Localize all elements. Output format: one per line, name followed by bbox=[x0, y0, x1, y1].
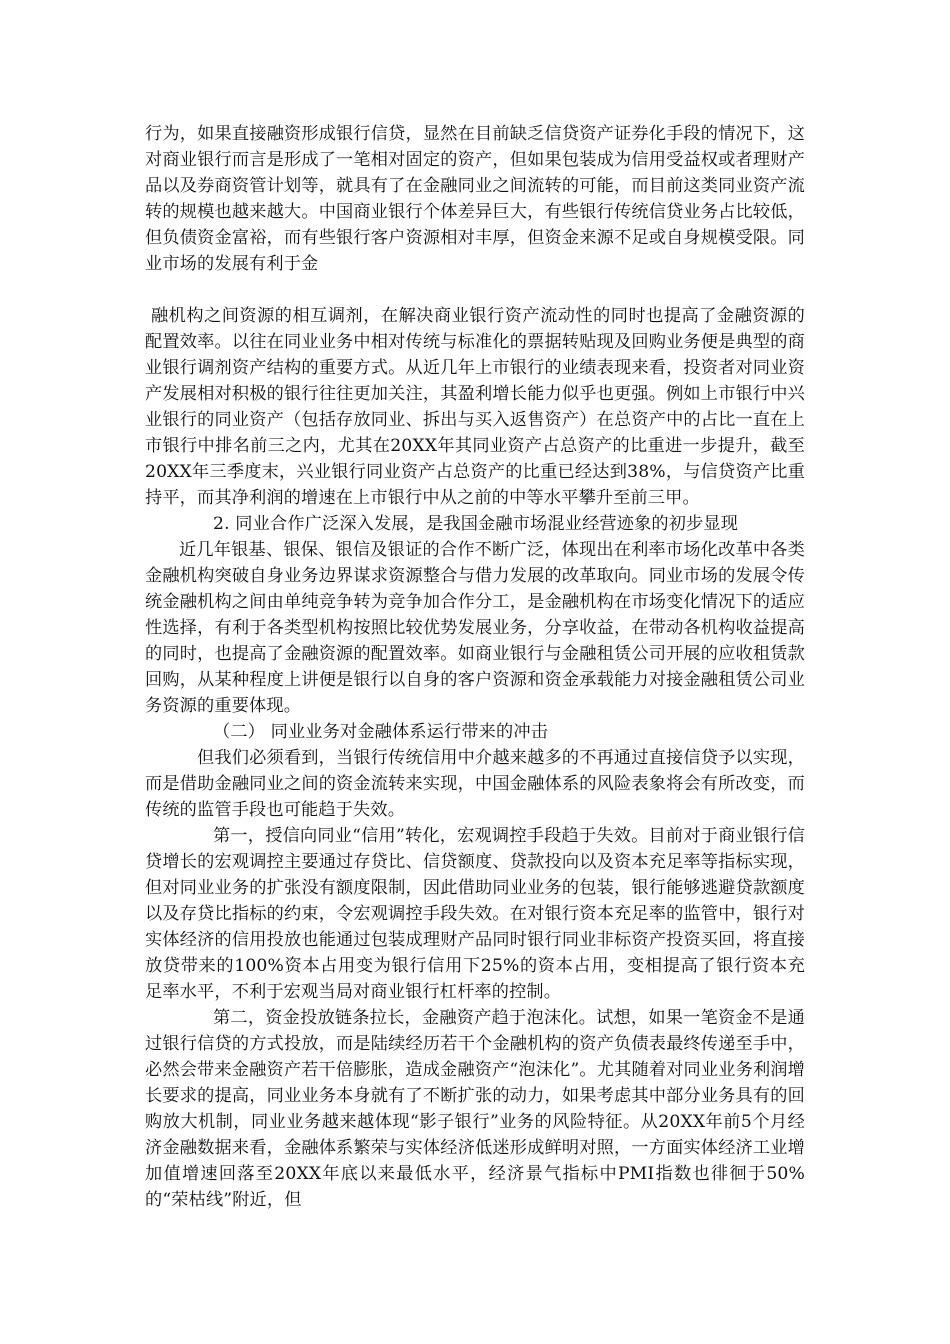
document-body bbox=[145, 121, 805, 1213]
paragraph-first-point: 第一，授信向同业“信用”转化，宏观调控手段趋于失效。目前对于商业银行信贷增长的宏观调控主要通过存贷比、信贷额度、贷款投向以及资本充足率等指标实现，但对同业业务的扩张没有额度限制，因此借助同业业务的包装，银行能够逃避贷款额度以及存贷比指标的约束，令宏观调控手段失效。在对银行资本充足率的监管中，银行对实体经济的信用投放也能通过包装成理财产品同时银行同业非标资产投资买回，将直接放贷带来的100%资本占用变为银行信用下25%的资本占用，变相提高了银行资本充足率水平，不利于宏观当局对商业银行杠杆率的控制。 bbox=[145, 826, 805, 1002]
paragraph-asset-circulation: 行为，如果直接融资形成银行信贷，显然在目前缺乏信贷资产证券化手段的情况下，这对商业银行而言是形成了一笔相对固定的资产，但如果包装成为信用受益权或者理财产品以及券商资管计划等，就具有了在金融同业之间流转的可能，而目前这类同业资产流转的规模也越来越大。中国商业银行个体差异巨大，有些银行传统信贷业务占比较低，但负债资金富裕，而有些银行客户资源相对丰厚，但资金来源不足或自身规模受限。同业市场的发展有利于金 bbox=[145, 124, 805, 274]
paragraph-risk-intro: 但我们必须看到，当银行传统信用中介越来越多的不再通过直接信贷予以实现，而是借助金融同业之间的资金流转来实现，中国金融体系的风险表象将会有所改变，而传统的监管手段也可能趋于失效。 bbox=[145, 748, 805, 820]
paragraph-resource-allocation: 融机构之间资源的相互调剂，在解决商业银行资产流动性的同时也提高了金融资源的配置效率。以往在同业业务中相对传统与标准化的票据转贴现及回购业务便是典型的商业银行调剂资产结构的重要方式。从近几年上市银行的业绩表现来看，投资者对同业资产发展相对积极的银行往往更加关注，其盈利增长能力似乎也更强。例如上市银行中兴业银行的同业资产（包括存放同业、拆出与买入返售资产）在总资产中的占比一直在上市银行中排名前三之内，尤其在20XX年其同业资产占总资产的比重进一步提升，截至20XX年三季度末，兴业银行同业资产占总资产的比重已经达到38%，与信贷资产比重持平，而其净利润的增速在上市银行中从之前的中等水平攀升至前三甲。 bbox=[145, 306, 805, 508]
paragraph-second-point: 第二，资金投放链条拉长，金融资产趋于泡沫化。试想，如果一笔资金不是通过银行信贷的方式投放，而是陆续经历若干个金融机构的资产负债表最终传递至手中，必然会带来金融资产若干倍膨胀，造成金融资产“泡沫化”。尤其随着对同业业务利润增长要求的提高，同业业务本身就有了不断扩张的动力，如果考虑其中部分业务具有的回购放大机制，同业业务越来越体现“影子银行”业务的风险特征。从20XX年前5个月经济金融数据来看，金融体系繁荣与实体经济低迷形成鲜明对照，一方面实体经济工业增加值增速回落至20XX年底以来最低水平，经济景气指标中PMI指数也徘徊于50%的“荣枯线”附近，但 bbox=[145, 1008, 805, 1210]
section-heading-cooperation: 2. 同业合作广泛深入发展，是我国金融市场混业经营迹象的初步显现 bbox=[213, 514, 739, 534]
paragraph-cooperation: 近几年银基、银保、银信及银证的合作不断广泛，体现出在利率市场化改革中各类金融机构突破自身业务边界谋求资源整合与借力发展的改革取向。同业市场的发展令传统金融机构之间由单纯竞争转为竞争加合作分工，是金融机构在市场变化情况下的适应性选择，有利于各类型机构按照比较优势发展业务，分享收益，在带动各机构收益提高的同时，也提高了金融资源的配置效率。如商业银行与金融租赁公司开展的应收租赁款回购，从某种程度上讲便是银行以自身的客户资源和资金承载能力对接金融租赁公司业务资源的重要体现。 bbox=[145, 540, 805, 716]
section-heading-impact: （二） 同业业务对金融体系运行带来的冲击 bbox=[213, 722, 549, 742]
